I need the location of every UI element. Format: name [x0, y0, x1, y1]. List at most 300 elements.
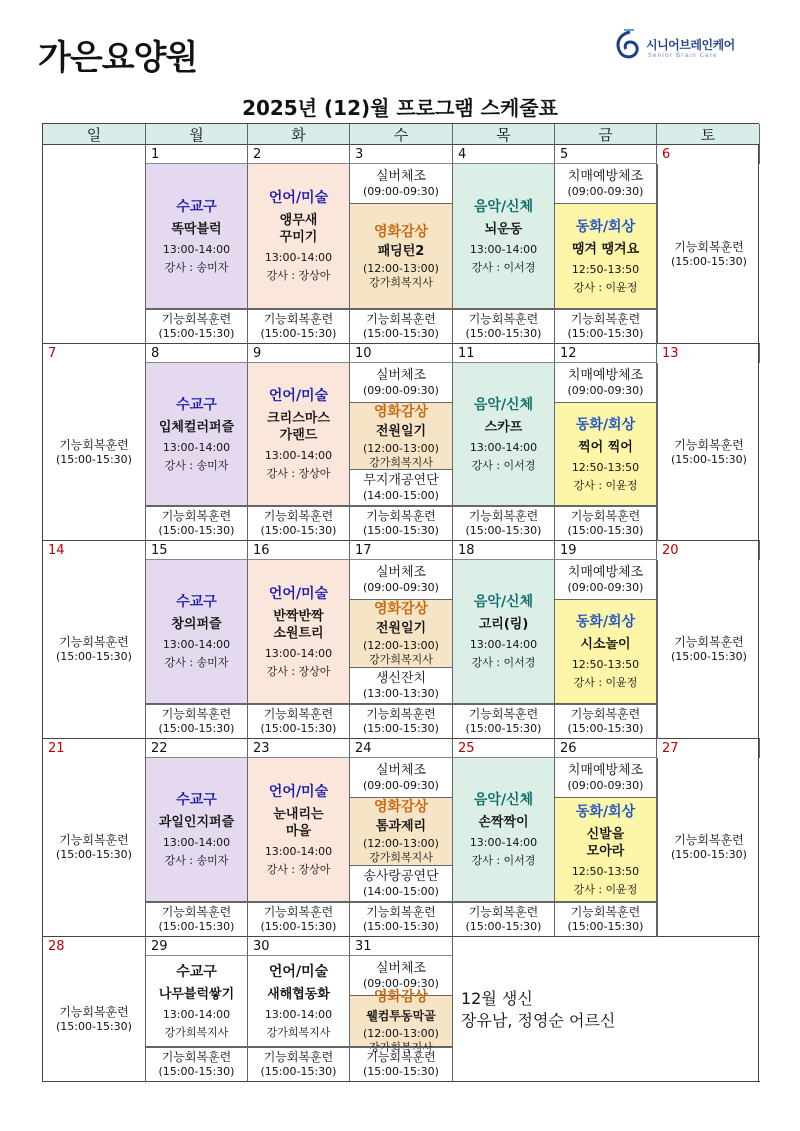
logo-icon: [612, 28, 642, 64]
activity-name: 기능회복훈련: [161, 1050, 232, 1064]
rehab-training: [146, 1047, 248, 1082]
activity-time: (15:00-15:30): [671, 848, 747, 861]
program-time: 13:00-14:00: [264, 1007, 333, 1021]
rehab-training: [555, 704, 657, 739]
movie-program: [350, 988, 453, 1054]
program-category: 동화/회상: [575, 416, 636, 433]
program-name-line: 꾸미기: [279, 230, 318, 245]
activity-name: 기능회복훈련: [674, 635, 744, 649]
program-name: [273, 608, 323, 642]
activity-time: (15:00-15:30): [260, 722, 337, 735]
schedule-table: [42, 123, 759, 1082]
program-time: 12:50-13:50: [571, 864, 640, 878]
activity-time: (15:00-15:30): [567, 524, 644, 537]
activity-time: (15:00-15:30): [260, 1065, 337, 1078]
instructor: 강사 : 송미자: [164, 260, 229, 274]
day-number: 5: [555, 145, 657, 164]
program-name: [587, 826, 625, 860]
day-number: 15: [146, 541, 248, 560]
program-tue: [248, 363, 350, 506]
activity-name: 기능회복훈련: [161, 905, 232, 919]
program-thu: [453, 758, 555, 902]
day-number: 24: [350, 739, 453, 758]
instructor: 강사 : 이윤정: [573, 676, 638, 689]
day-number: 10: [350, 344, 453, 363]
special-event: [350, 668, 453, 704]
exercise-name: 실버체조: [375, 960, 427, 976]
activity-time: (15:00-15:30): [465, 920, 542, 933]
day-number: 26: [555, 739, 657, 758]
weekday-header: 일: [43, 124, 146, 145]
morning-exercise: [350, 758, 453, 798]
rehab-training: [350, 506, 453, 541]
activity-name: 기능회복훈련: [570, 312, 641, 326]
day-number: 12: [555, 344, 657, 363]
program-category: 영화감상: [373, 403, 429, 420]
activity-time: (15:00-15:30): [363, 524, 439, 537]
morning-exercise: [350, 164, 453, 204]
sunday-activity: [43, 758, 146, 937]
activity-name: 기능회복훈련: [570, 905, 641, 919]
morning-exercise: [555, 560, 657, 600]
rehab-training: [248, 704, 350, 739]
rehab-training: [453, 902, 555, 937]
day-number: 4: [453, 145, 555, 164]
instructor: 강가희복지사: [369, 653, 433, 666]
instructor: 강사 : 송미자: [164, 854, 229, 867]
day-number: 17: [350, 541, 453, 560]
activity-name: 기능회복훈련: [468, 905, 539, 919]
instructor: 강사 : 이서경: [471, 854, 536, 867]
instructor: 강사 : 장상아: [266, 467, 331, 480]
activity-name: 기능회복훈련: [263, 312, 334, 326]
program-time: 13:00-14:00: [162, 242, 231, 256]
program-fri: [555, 798, 657, 902]
activity-name: 기능회복훈련: [366, 707, 436, 721]
program-name: [580, 636, 630, 653]
activity-time: (15:00-15:30): [567, 327, 644, 340]
program-name: 입체컬러퍼즐: [158, 419, 235, 435]
program-time: 13:00-14:00: [469, 836, 538, 849]
exercise-name: 치매예방체조: [567, 367, 644, 383]
program-thu: [453, 363, 555, 506]
program-name: 전원일기: [375, 423, 427, 439]
event-time: (13:00-13:30): [363, 686, 439, 700]
program-name: 손짝짝이: [478, 815, 529, 830]
day-number: 14: [43, 541, 146, 560]
program-category: 언어/미술: [268, 963, 329, 980]
instructor: 강사 : 이윤정: [573, 478, 638, 492]
program-name: 나무블럭쌓기: [158, 986, 235, 1002]
activity-time: (15:00-15:30): [158, 920, 235, 933]
program-time: 13:00-14:00: [264, 844, 333, 858]
program-fri: [555, 600, 657, 704]
activity-name: 기능회복훈련: [59, 1004, 129, 1019]
program-mon: [146, 164, 248, 309]
instructor: 강사 : 송미자: [164, 656, 229, 669]
day-number: 16: [248, 541, 350, 560]
program-time: 13:00-14:00: [469, 638, 538, 651]
activity-time: (15:00-15:30): [465, 327, 542, 340]
program-category: 영화감상: [373, 601, 429, 617]
activity-name: 기능회복훈련: [570, 707, 641, 721]
exercise-name: 치매예방체조: [567, 762, 644, 778]
program-time: (12:00-13:00): [363, 1026, 439, 1040]
program-name-line: 소원트리: [273, 625, 324, 641]
day-number: 7: [43, 344, 146, 363]
instructor: 강사 : 이서경: [471, 656, 536, 669]
activity-time: (15:00-15:30): [671, 254, 747, 268]
program-category: 영화감상: [373, 988, 429, 1005]
program-category: 동화/회상: [575, 803, 636, 820]
program-category: 언어/미술: [268, 388, 329, 404]
program-category: 수교구: [176, 198, 217, 215]
program-name: 톰과제리: [375, 819, 427, 834]
day-number: 27: [657, 739, 760, 758]
program-name-line: 반짝반짝: [273, 608, 324, 624]
program-category: 언어/미술: [268, 783, 329, 800]
program-category: 영화감상: [373, 799, 429, 815]
instructor: 강가희복지사: [266, 1025, 331, 1039]
activity-name: 기능회복훈련: [161, 707, 232, 721]
movie-program: [350, 600, 453, 668]
activity-name: 기능회복훈련: [468, 509, 539, 523]
program-fri: [555, 403, 657, 506]
program-name-line: 모아라: [586, 843, 625, 859]
rehab-training: [453, 704, 555, 739]
birthday-names: 장유남, 정영순 어르신: [461, 1010, 616, 1030]
day-number: 31: [350, 937, 453, 956]
program-name: 창의퍼즐: [171, 617, 222, 632]
rehab-training: [248, 506, 350, 541]
exercise-time: (09:00-09:30): [567, 383, 644, 397]
program-category: 수교구: [176, 792, 217, 808]
program-name-line: 신발을: [586, 826, 625, 842]
program-name: 고리(링): [478, 617, 529, 632]
activity-time: (15:00-15:30): [260, 327, 337, 340]
rehab-training: [555, 902, 657, 937]
program-name-line: 크리스마스: [267, 411, 330, 426]
program-category: 언어/미술: [268, 585, 329, 602]
program-name: [267, 986, 330, 1003]
program-name: [578, 439, 633, 456]
instructor: 강가희복지사: [369, 275, 433, 289]
activity-time: (15:00-15:30): [567, 722, 644, 735]
instructor: 강사 : 이윤정: [573, 882, 638, 896]
program-tue: [248, 164, 350, 309]
program-category: 동화/회상: [575, 614, 636, 630]
activity-name: 기능회복훈련: [263, 707, 334, 721]
activity-name: 기능회복훈련: [468, 707, 539, 721]
rehab-training: [146, 902, 248, 937]
activity-name: 기능회복훈련: [468, 312, 539, 326]
event-name: 생신잔치: [375, 670, 427, 686]
activity-time: (15:00-15:30): [56, 1019, 132, 1033]
instructor: 강사 : 장상아: [266, 269, 331, 282]
day-number: 29: [146, 937, 248, 956]
program-time: 13:00-14:00: [162, 836, 231, 849]
activity-time: (15:00-15:30): [671, 452, 747, 466]
activity-name: 기능회복훈련: [161, 509, 232, 523]
activity-time: (15:00-15:30): [567, 920, 644, 933]
exercise-time: (09:00-09:30): [363, 580, 439, 594]
day-number: 3: [350, 145, 453, 164]
program-name-line: 땡겨 땡겨요: [571, 241, 640, 257]
program-mon: [146, 363, 248, 506]
event-name: 송사랑공연단: [363, 868, 439, 884]
program-category: 음악/신체: [473, 198, 534, 215]
activity-time: (15:00-15:30): [363, 327, 439, 340]
activity-name: 기능회복훈련: [263, 509, 334, 523]
program-time: (12:00-13:00): [363, 837, 439, 850]
weekday-header: 금: [555, 124, 657, 145]
activity-time: (15:00-15:30): [158, 524, 235, 537]
morning-exercise: [555, 164, 657, 204]
rehab-training: [146, 506, 248, 541]
program-name: 뇌운동: [484, 221, 523, 237]
program-thu: [453, 560, 555, 704]
morning-exercise: [350, 363, 453, 403]
birthday-note: [453, 937, 760, 1082]
program-category: 수교구: [176, 594, 217, 610]
program-name: 스카프: [484, 419, 523, 435]
saturday-activity: [657, 758, 760, 937]
program-name: [572, 241, 639, 258]
instructor: 강사 : 이서경: [471, 458, 536, 472]
activity-name: 기능회복훈련: [59, 635, 129, 649]
activity-time: (15:00-15:30): [158, 1065, 235, 1078]
activity-name: 기능회복훈련: [366, 509, 436, 523]
day-number: 22: [146, 739, 248, 758]
rehab-training: [453, 506, 555, 541]
rehab-training: [146, 704, 248, 739]
activity-name: 기능회복훈련: [366, 905, 436, 919]
activity-time: (15:00-15:30): [260, 920, 337, 933]
exercise-name: 실버체조: [375, 367, 427, 383]
instructor: 강가희복지사: [369, 1040, 433, 1054]
morning-exercise: [555, 758, 657, 798]
exercise-time: (09:00-09:30): [567, 778, 644, 792]
instructor: 강사 : 장상아: [266, 862, 331, 876]
day-number: 23: [248, 739, 350, 758]
day-number: 21: [43, 739, 146, 758]
day-number: 9: [248, 344, 350, 363]
activity-name: 기능회복훈련: [59, 833, 129, 847]
program-name-line: 찍어 찍어: [578, 439, 633, 455]
saturday-activity: [657, 164, 760, 344]
activity-name: 기능회복훈련: [161, 312, 232, 326]
program-time: 12:50-13:50: [571, 262, 640, 276]
saturday-activity: [657, 560, 760, 739]
program-mon: [146, 758, 248, 902]
day-number: 8: [146, 344, 248, 363]
program-time: 12:50-13:50: [571, 658, 640, 671]
activity-time: (15:00-15:30): [363, 722, 439, 735]
rehab-training: [248, 309, 350, 344]
program-name: 패딩턴2: [377, 243, 425, 259]
exercise-time: (09:00-09:30): [567, 580, 644, 594]
special-event: [350, 470, 453, 506]
instructor: 강사 : 이윤정: [573, 280, 638, 294]
day-number: 20: [657, 541, 760, 560]
activity-time: (15:00-15:30): [671, 650, 747, 663]
activity-name: 기능회복훈련: [263, 905, 334, 919]
program-name: [267, 410, 330, 444]
program-time: 13:00-14:00: [264, 646, 333, 660]
event-time: (14:00-15:00): [363, 884, 439, 898]
rehab-training: [350, 902, 453, 937]
event-name: 무지개공연단: [363, 472, 439, 488]
instructor: 강사 : 송미자: [164, 458, 229, 472]
program-time: 13:00-14:00: [264, 251, 333, 264]
rehab-training: [248, 902, 350, 937]
weekday-header: 토: [657, 124, 760, 145]
exercise-name: 실버체조: [375, 564, 427, 580]
program-name: 웰컴투동막골: [366, 1008, 436, 1023]
program-name: 똑딱블럭: [171, 221, 222, 237]
program-name: 전원일기: [375, 621, 427, 636]
activity-name: 기능회복훈련: [366, 312, 436, 326]
day-number: 6: [657, 145, 760, 164]
program-name-line: 마을: [285, 823, 312, 839]
birthday-title: 12월 생신: [461, 988, 533, 1008]
program-time: (12:00-13:00): [363, 441, 439, 455]
weekday-header: 목: [453, 124, 555, 145]
exercise-name: 치매예방체조: [567, 564, 644, 580]
program-category: 언어/미술: [268, 190, 329, 206]
program-time: 13:00-14:00: [469, 242, 538, 256]
program-category: 음악/신체: [473, 396, 534, 413]
activity-time: (15:00-15:30): [465, 722, 542, 735]
program-name: 과일인지퍼즐: [158, 815, 235, 830]
day-number: 13: [657, 344, 760, 363]
program-tue: [248, 560, 350, 704]
activity-name: 기능회복훈련: [674, 437, 744, 452]
activity-name: 기능회복훈련: [674, 239, 744, 254]
day-number: 18: [453, 541, 555, 560]
program-tue: [248, 758, 350, 902]
activity-time: (15:00-15:30): [363, 1065, 439, 1078]
program-name: [280, 212, 318, 246]
morning-exercise: [555, 363, 657, 403]
day-number: 19: [555, 541, 657, 560]
rehab-training: [350, 309, 453, 344]
instructor: 강가희복지사: [164, 1025, 229, 1039]
program-mon: [146, 956, 248, 1047]
instructor: 강사 : 이서경: [471, 260, 536, 274]
program-thu: [453, 164, 555, 309]
program-time: 13:00-14:00: [162, 638, 231, 651]
instructor: 강가희복지사: [369, 455, 433, 469]
program-time: 13:00-14:00: [469, 440, 538, 454]
movie-program: [350, 204, 453, 309]
program-time: (12:00-13:00): [363, 261, 439, 275]
program-name: [273, 806, 323, 840]
morning-exercise: [350, 560, 453, 600]
org-title: 가은요양원: [38, 38, 198, 78]
saturday-activity: [657, 363, 760, 541]
program-time: 13:00-14:00: [162, 1007, 231, 1021]
exercise-name: 실버체조: [375, 168, 427, 184]
instructor: 강사 : 장상아: [266, 664, 331, 678]
exercise-name: 실버체조: [375, 762, 427, 778]
event-time: (14:00-15:00): [363, 488, 439, 502]
day-number: 28: [43, 937, 146, 956]
schedule-title: 2025년 (12)월 프로그램 스케줄표: [242, 96, 558, 120]
program-mon: [146, 560, 248, 704]
activity-name: 기능회복훈련: [570, 509, 641, 523]
movie-program: [350, 403, 453, 470]
exercise-time: (09:00-09:30): [363, 976, 439, 990]
program-name-line: 새해협동화: [267, 986, 330, 1002]
rehab-training: [555, 506, 657, 541]
activity-name: 기능회복훈련: [59, 437, 129, 452]
instructor: 강가희복지사: [369, 851, 433, 864]
program-time: 13:00-14:00: [264, 449, 333, 462]
activity-time: (15:00-15:30): [158, 327, 235, 340]
special-event: [350, 866, 453, 902]
day-number: 1: [146, 145, 248, 164]
program-name-line: 시소놀이: [580, 637, 631, 652]
logo-subtext: Senior Brain Care: [648, 52, 718, 59]
program-category: 수교구: [176, 963, 217, 980]
activity-time: (15:00-15:30): [56, 452, 132, 466]
program-fri: [555, 204, 657, 309]
weekday-header: 월: [146, 124, 248, 145]
activity-name: 기능회복훈련: [366, 1050, 436, 1064]
day-number: 25: [453, 739, 555, 758]
exercise-name: 치매예방체조: [567, 168, 644, 184]
exercise-time: (09:00-09:30): [363, 184, 439, 198]
program-category: 수교구: [176, 396, 217, 413]
program-category: 영화감상: [373, 223, 429, 240]
activity-time: (15:00-15:30): [363, 920, 439, 933]
rehab-training: [146, 309, 248, 344]
day-number: 11: [453, 344, 555, 363]
rehab-training: [453, 309, 555, 344]
day-number: 2: [248, 145, 350, 164]
activity-name: 기능회복훈련: [263, 1050, 334, 1064]
rehab-training: [350, 1047, 453, 1082]
exercise-time: (09:00-09:30): [363, 383, 439, 397]
program-category: 음악/신체: [473, 594, 534, 610]
logo-text: 시니어브레인케어: [646, 38, 735, 52]
activity-time: (15:00-15:30): [56, 848, 132, 861]
program-time: 12:50-13:50: [571, 460, 640, 474]
weekday-header: 화: [248, 124, 350, 145]
program-category: 동화/회상: [575, 218, 636, 235]
weekday-header: 수: [350, 124, 453, 145]
movie-program: [350, 798, 453, 866]
program-time: (12:00-13:00): [363, 639, 439, 652]
sunday-activity: [43, 363, 146, 541]
activity-time: (15:00-15:30): [56, 650, 132, 663]
program-tue: [248, 956, 350, 1047]
program-name-line: 앵무새: [279, 213, 318, 228]
rehab-training: [555, 309, 657, 344]
sunday-activity: [43, 956, 146, 1082]
activity-time: (15:00-15:30): [260, 524, 337, 537]
activity-time: (15:00-15:30): [465, 524, 542, 537]
empty-cell: [43, 145, 146, 344]
exercise-time: (09:00-09:30): [567, 184, 644, 198]
day-number: 30: [248, 937, 350, 956]
program-time: 13:00-14:00: [162, 440, 231, 454]
activity-time: (15:00-15:30): [158, 722, 235, 735]
rehab-training: [350, 704, 453, 739]
exercise-time: (09:00-09:30): [363, 778, 439, 792]
rehab-training: [248, 1047, 350, 1082]
